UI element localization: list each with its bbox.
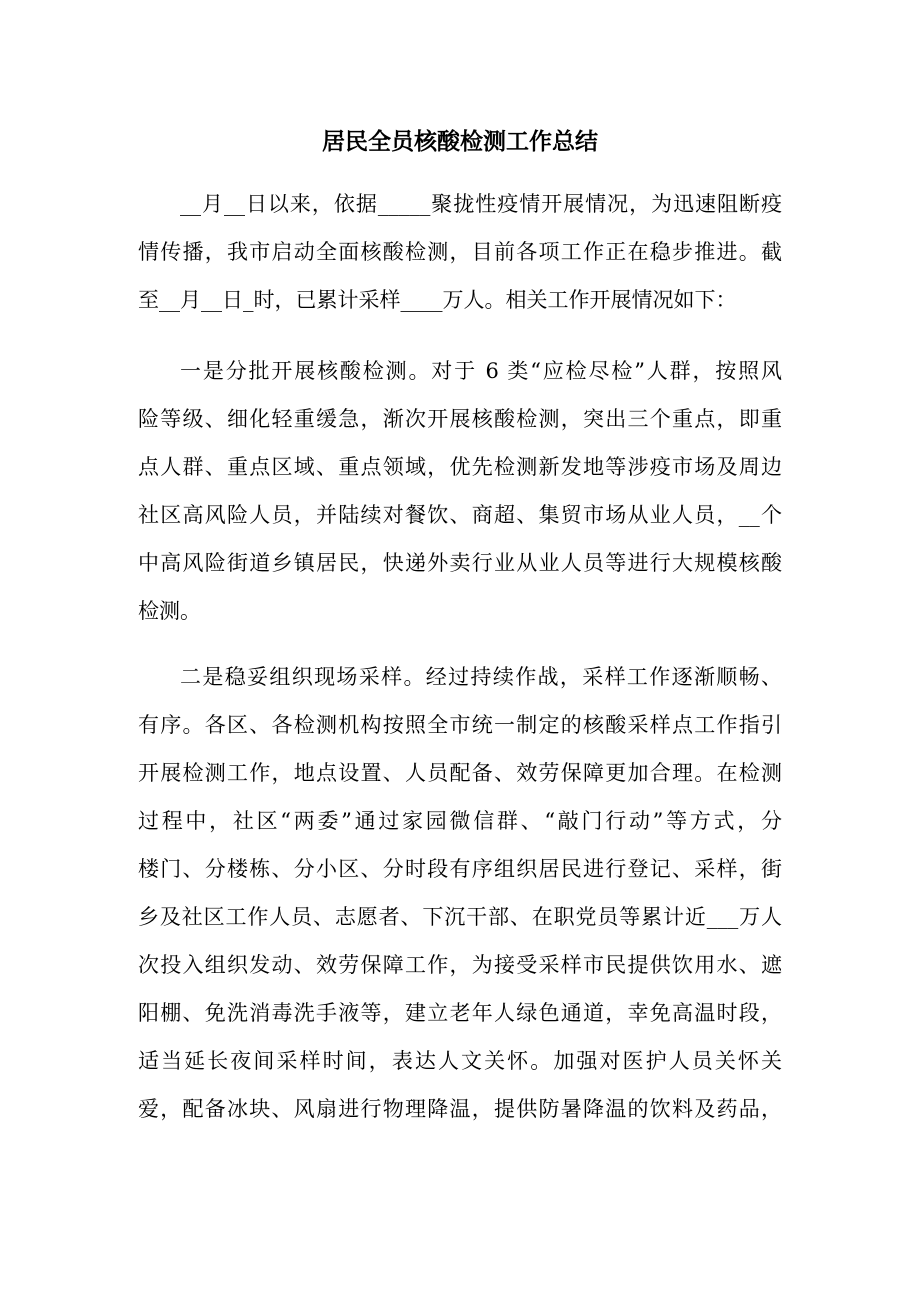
paragraph-line: 次投入组织发动、效劳保障工作，为接受采样市民提供饮用水、遮	[138, 953, 782, 977]
paragraph-3	[138, 653, 782, 1133]
paragraph-line: 乡及社区工作人员、志愿者、下沉干部、在职党员等累计近___万人	[138, 905, 782, 929]
paragraph-line: 中高风险街道乡镇居民，快递外卖行业从业人员等进行大规模核酸	[138, 551, 782, 575]
paragraph-line: 检测。	[138, 599, 201, 623]
document-title: 居民全员核酸检测工作总结	[322, 129, 598, 155]
paragraph-1	[138, 180, 782, 324]
paragraph-line: 适当延长夜间采样时间，表达人文关怀。加强对医护人员关怀关	[138, 1049, 782, 1073]
paragraph-line: 爱，配备冰块、风扇进行物理降温，提供防暑降温的饮料及药品，	[138, 1097, 782, 1121]
paragraph-line: 阳棚、免洗消毒洗手液等，建立老年人绿色通道，幸免高温时段，	[138, 1001, 782, 1025]
paragraph-line: 一是分批开展核酸检测。对于 6 类“应检尽检”人群，按照风	[180, 359, 782, 383]
paragraph-line: 开展检测工作，地点设置、人员配备、效劳保障更加合理。在检测	[138, 761, 782, 785]
paragraph-line: 二是稳妥组织现场采样。经过持续作战，采样工作逐渐顺畅、	[180, 665, 782, 689]
paragraph-line: 社区高风险人员，并陆续对餐饮、商超、集贸市场从业人员，__个	[138, 503, 782, 527]
paragraph-line: 点人群、重点区域、重点领域，优先检测新发地等涉疫市场及周边	[138, 455, 782, 479]
paragraph-2	[138, 347, 782, 635]
paragraph-line: 过程中，社区“两委”通过家园微信群、“敲门行动”等方式，分	[138, 809, 782, 833]
paragraph-line: 有序。各区、各检测机构按照全市统一制定的核酸采样点工作指引	[138, 713, 782, 737]
paragraph-line: 险等级、细化轻重缓急，渐次开展核酸检测，突出三个重点，即重	[138, 407, 782, 431]
paragraph-line: 至__月__日_时，已累计采样____万人。相关工作开展情况如下：	[138, 288, 737, 312]
paragraph-line: 情传播，我市启动全面核酸检测，目前各项工作正在稳步推进。截	[138, 240, 782, 264]
paragraph-line: 楼门、分楼栋、分小区、分时段有序组织居民进行登记、采样，街	[138, 857, 782, 881]
paragraph-line: __月__日以来，依据_____聚拢性疫情开展情况，为迅速阻断疫	[180, 192, 782, 216]
